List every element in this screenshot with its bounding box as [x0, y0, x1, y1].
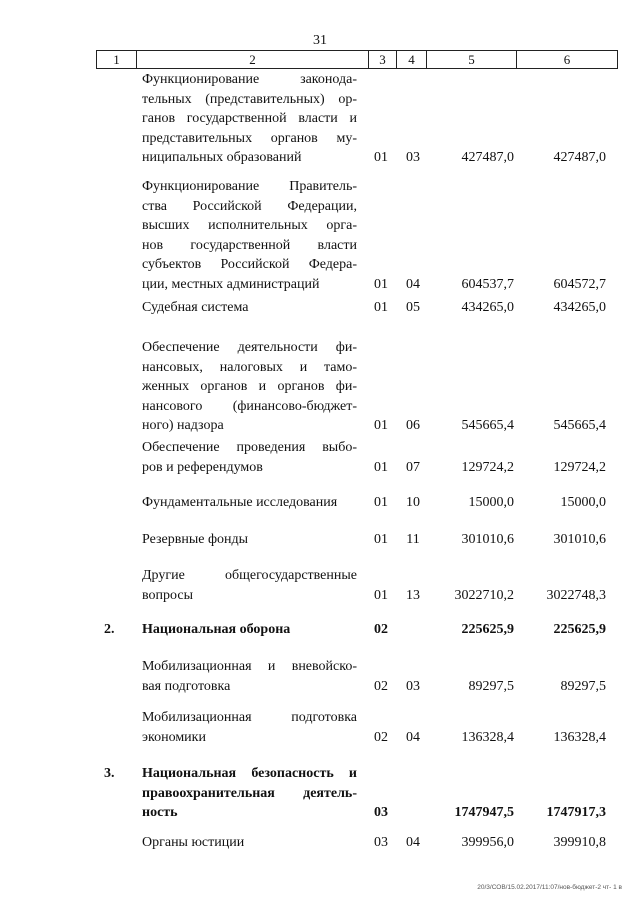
amount-column-5: 225625,9: [461, 622, 514, 637]
row-name: [142, 566, 357, 605]
row-name-line: нансовых, налоговых и тамо-: [142, 359, 357, 375]
subsection-code: 04: [406, 835, 420, 850]
row-name-line: Функционирование Правитель-: [142, 179, 357, 194]
row-name-line: ного) надзора: [142, 418, 224, 433]
amount-column-5: 1747947,5: [454, 805, 514, 820]
row-name: [142, 298, 357, 318]
amount-column-5: 15000,0: [468, 495, 514, 510]
amount-column-6: 3022748,3: [546, 587, 606, 603]
row-name-line: Резервные фонды: [142, 532, 249, 547]
row-name-line: Национальная безопасность и: [142, 766, 357, 781]
section-code: 01: [374, 276, 388, 292]
amount-column-6: 15000,0: [560, 495, 606, 510]
subsection-code: 03: [406, 150, 420, 165]
row-name: [142, 833, 357, 853]
amount-column-5: 301010,6: [461, 532, 514, 547]
row-name-line: экономики: [142, 729, 206, 745]
row-name-line: вая подготовка: [142, 678, 231, 694]
row-name-line: Обеспечение проведения выбо-: [142, 440, 357, 455]
row-name-line: Судебная система: [142, 300, 249, 315]
row-name-line: Другие общегосударственные: [142, 568, 357, 583]
subsection-code: 04: [406, 276, 420, 292]
section-code: 02: [374, 729, 388, 745]
row-name-line: Органы юстиции: [142, 835, 245, 850]
subsection-code: 07: [406, 459, 420, 475]
subsection-code: 10: [406, 495, 420, 510]
amount-column-6: 89297,5: [560, 678, 606, 694]
section-code: 01: [374, 532, 388, 547]
row-name: [142, 177, 357, 294]
amount-column-6: 434265,0: [553, 300, 606, 315]
section-code: 01: [374, 587, 388, 603]
section-code: 01: [374, 150, 388, 165]
subsection-code: 03: [406, 678, 420, 694]
column-header-6: 6: [563, 52, 571, 67]
row-number: 2.: [104, 622, 115, 637]
subsection-code: 13: [406, 587, 420, 603]
row-name-line: тельных (представительных) ор-: [142, 91, 357, 107]
row-name-line: Мобилизационная подготовка: [142, 710, 357, 725]
column-header-1: 1: [97, 51, 137, 68]
amount-column-5: 545665,4: [461, 418, 514, 433]
subsection-code: 11: [406, 532, 420, 547]
amount-column-6: 1747917,3: [546, 805, 606, 820]
row-name-line: Национальная оборона: [142, 622, 291, 637]
column-header-2: 2: [137, 51, 369, 68]
amount-column-5: 604537,7: [461, 276, 514, 292]
page-number: 31: [313, 33, 327, 48]
row-name-line: Мобилизационная и вневойско-: [142, 659, 357, 674]
section-code: 02: [374, 622, 388, 637]
row-name-line: нансового (финансово-бюджет-: [142, 398, 357, 414]
section-code: 01: [374, 495, 388, 510]
subsection-code: 05: [406, 300, 420, 315]
row-number: 3.: [104, 766, 115, 781]
amount-column-6: 129724,2: [553, 459, 606, 475]
row-name: [142, 620, 357, 640]
column-header-row: [96, 50, 618, 69]
row-name-line: высших исполнительных орга-: [142, 218, 357, 233]
amount-column-6: 301010,6: [553, 532, 606, 547]
column-header-3: 3: [369, 51, 397, 68]
row-name-line: ганов государственной власти и: [142, 111, 357, 126]
row-name: [142, 530, 357, 550]
amount-column-6: 399910,8: [553, 835, 606, 850]
row-name-line: ниципальных образований: [142, 150, 302, 165]
row-name: [142, 493, 357, 513]
amount-column-6: 225625,9: [553, 622, 606, 637]
row-name: [142, 764, 357, 823]
row-name: [142, 70, 357, 168]
subsection-code: 06: [406, 418, 420, 433]
row-name-line: ров и референдумов: [142, 459, 263, 475]
row-name-line: ства Российской Федерации,: [142, 198, 357, 214]
row-name: [142, 708, 357, 747]
row-name-line: нов государственной власти: [142, 237, 357, 253]
section-code: 01: [374, 459, 388, 475]
amount-column-5: 399956,0: [461, 835, 514, 850]
row-name-line: Обеспечение деятельности фи-: [142, 340, 357, 355]
row-name-line: женных органов и органов фи-: [142, 379, 357, 394]
amount-column-5: 427487,0: [461, 150, 514, 165]
column-header-5: 5: [427, 51, 517, 68]
row-name-line: Функционирование законода-: [142, 72, 357, 87]
row-name-line: представительных органов му-: [142, 130, 357, 146]
row-name-line: Фундаментальные исследования: [142, 495, 338, 510]
row-name-line: субъектов Российской Федера-: [142, 257, 357, 272]
footer-stamp: 20/3/СОВ/15.02.2017/11:07/нов-бюджет-2 чт- 1 в: [477, 884, 622, 891]
section-code: 01: [374, 418, 388, 433]
row-name: [142, 438, 357, 477]
section-code: 02: [374, 678, 388, 694]
column-header-4: 4: [397, 51, 427, 68]
row-name: [142, 657, 357, 696]
row-name-line: ции, местных администраций: [142, 276, 320, 292]
amount-column-5: 136328,4: [461, 729, 514, 745]
row-name-line: правоохранительная деятель-: [142, 785, 357, 801]
row-name-line: вопросы: [142, 587, 193, 603]
amount-column-5: 89297,5: [468, 678, 514, 694]
section-code: 03: [374, 835, 388, 850]
row-name: [142, 338, 357, 436]
section-code: 01: [374, 300, 388, 315]
amount-column-5: 434265,0: [461, 300, 514, 315]
amount-column-6: 136328,4: [553, 729, 606, 745]
amount-column-5: 3022710,2: [454, 587, 514, 603]
subsection-code: 04: [406, 729, 420, 745]
amount-column-6: 604572,7: [553, 276, 606, 292]
section-code: 03: [374, 805, 388, 820]
row-name-line: ность: [142, 805, 178, 820]
amount-column-5: 129724,2: [461, 459, 514, 475]
amount-column-6: 545665,4: [553, 418, 606, 433]
amount-column-6: 427487,0: [553, 150, 606, 165]
